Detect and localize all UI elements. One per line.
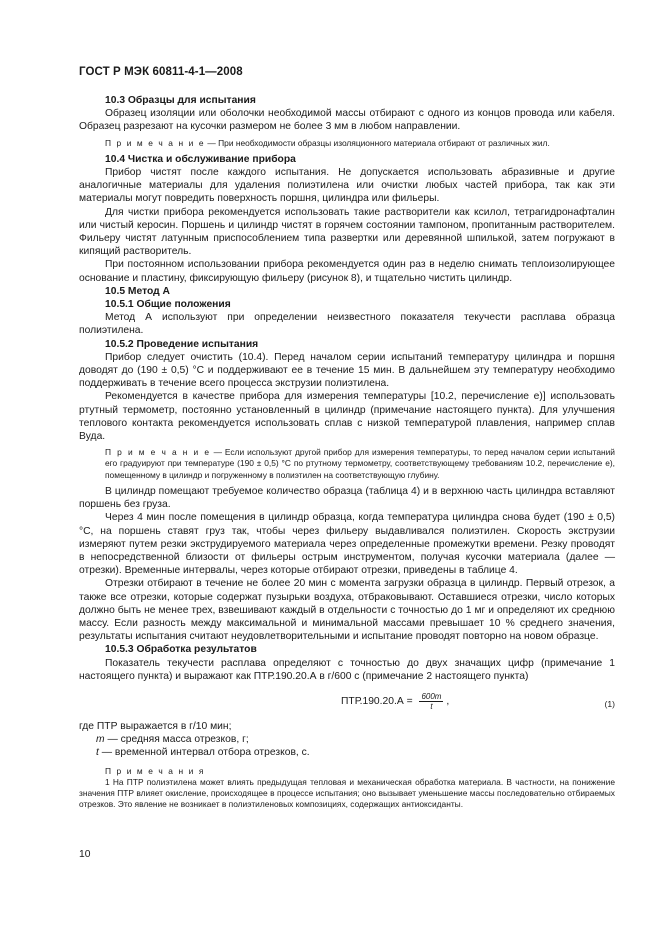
note-text: — Если используют другой прибор для измерения температуры, то перед началом серии испытаний его градуируют при температуре (190 ± 0,5) °С по ртутному термометру, соответствующему требованиям 10.2, перечисление е), помещенному в цилиндр и погруженному в полиэтилен на соответствующую глубину. — [105, 447, 615, 480]
paragraph: Прибор следует очистить (10.4). Перед началом серии испытаний температуру цилиндра и поршня доводят до (190 ± 0,5) °С и поддерживают ее в течение 15 мин. В дальнейшем эту температуру необходимо поддерживать в течение всего процесса экструзии полиэтилена. — [79, 351, 615, 390]
note — [79, 138, 615, 149]
document-body — [79, 94, 615, 810]
note-1: 1 На ПТР полиэтилена может влиять предыдущая тепловая и механическая обработка материала. В частности, на понижение значения ПТР влияет окисление, происходящее в процессе испытания; оно вызывает уменьшение массы последовательно отбираемых отрезков. Это явление не возникает в полиэтиленовых композициях, содержащих антиоксиданты. — [79, 776, 615, 810]
note — [79, 447, 615, 481]
paragraph: Для чистки прибора рекомендуется использовать такие растворители как ксилол, тетрагидронафталин или чистый керосин. Поршень и цилиндр чистят в горячем состоянии тампоном, пропитанным растворителем. Фильеру чистят латунным приспособлением типа развертки или деревянной шпилькой, затем погружают в кипящий растворитель. — [79, 206, 615, 258]
paragraph: Метод А используют при определении неизвестного показателя текучести расплава образца полиэтилена. — [79, 312, 615, 337]
legend-text: — временной интервал отбора отрезков, с. — [98, 747, 310, 759]
paragraph: Отрезки отбирают в течение не более 20 мин с момента загрузки образца в цилиндр. Первый отрезок, а также все отрезки, которые содержат пузырьки воздуха, отбраковывают. Оставшиеся отрезки, число которых должно быть не менее трех, взвешивают каждый в отдельности с точностью до 1 мг и определяют их среднюю массу. Если разность между максимальной и минимальной массами превышает 10 % среднего значения, результаты испытания считают неудовлетворительными и испытание проводят повторно на новом образце. — [79, 578, 615, 643]
formula-lhs: ПТР.190.20.А — [341, 696, 404, 708]
symbol-m: m — [96, 734, 105, 746]
document-header: ГОСТ Р МЭК 60811-4-1—2008 — [79, 66, 243, 78]
legend-intro: где ПТР выражается в г/10 мин; — [79, 720, 232, 732]
legend-item-m — [79, 733, 615, 746]
note-text: — При необходимости образцы изоляционного материала отбирают от различных жил. — [205, 137, 550, 148]
formula-equals: = — [403, 696, 416, 708]
paragraph: Рекомендуется в качестве прибора для измерения температуры [10.2, перечисление е)] использовать ртутный термометр, постоянно установленный в цилиндр (примечание настоящего пункта). Для улучшения теплового контакта рекомендуется использовать сплав с низкой температурой плавления, например сплав Вуда. — [79, 391, 615, 443]
formula-tail: , — [443, 696, 450, 708]
legend-text: — средняя масса отрезков, г; — [104, 734, 249, 746]
formula-row — [79, 686, 615, 716]
section-heading-10-5-2: 10.5.2 Проведение испытания — [105, 338, 259, 350]
section-heading-10-5-1: 10.5.1 Общие положения — [105, 299, 231, 311]
paragraph: При постоянном использовании прибора рекомендуется один раз в неделю снимать теплоизолирующее основание и пластину, фиксирующую фильеру (рисунок 8), и тщательно чистить цилиндр. — [79, 259, 615, 284]
formula-denominator: t — [430, 701, 433, 711]
paragraph: Через 4 мин после помещения в цилиндр образца, когда температура цилиндра снова будет (190 ± 0,5) °С, на поршень ставят груз так, чтобы через фильеру выдавливался полиэтилен. Скорость экструзии измеряют путем резки экструдируемого материала через определенные промежутки времени. Резку проводят в непосредственной близости от фильеры острым инструментом, получая кусочки материала (далее — отрезки). Временные интервалы, через которые отбирают отрезки, приведены в таблице 4. — [79, 512, 615, 577]
paragraph: Образец изоляции или оболочки необходимой массы отбирают с одного из концов провода или кабеля. Образец разрезают на кусочки размером не более 3 мм в любом направлении. — [79, 108, 615, 133]
page-number: 10 — [79, 849, 91, 860]
section-heading-10-3: 10.3 Образцы для испытания — [105, 95, 256, 106]
formula-fraction — [419, 692, 443, 712]
section-heading-10-4: 10.4 Чистка и обслуживание прибора — [105, 153, 296, 165]
notes-block — [79, 766, 615, 811]
formula-number: (1) — [604, 698, 615, 709]
formula — [341, 692, 449, 712]
section-heading-10-5-3: 10.5.3 Обработка результатов — [105, 644, 257, 656]
note-label: П р и м е ч а н и е — [105, 137, 206, 148]
note-label: П р и м е ч а н и е — [105, 447, 211, 458]
section-heading-10-5: 10.5 Метод А — [105, 285, 170, 297]
paragraph: Прибор чистят после каждого испытания. Не допускается использовать абразивные и другие аналогичные материалы для удаления полиэтилена или очистки любых частей прибора, так как эти материалы могут повредить поверхность поршня, цилиндра или фильеры. — [79, 167, 615, 205]
symbol-t: t — [96, 747, 99, 759]
formula-legend — [79, 720, 615, 760]
legend-item-t — [79, 746, 615, 759]
notes-label: П р и м е ч а н и я — [105, 765, 205, 776]
paragraph: В цилиндр помещают требуемое количество образца (таблица 4) и в верхнюю часть цилиндра вставляют поршень без груза. — [79, 485, 615, 511]
paragraph: Показатель текучести расплава определяют с точностью до двух значащих цифр (примечание 1 настоящего пункта) и выражают как ПТР.190.20.А в г/600 с (примечание 2 настоящего пункта) — [79, 657, 615, 682]
formula-numerator: 600m — [421, 691, 442, 701]
